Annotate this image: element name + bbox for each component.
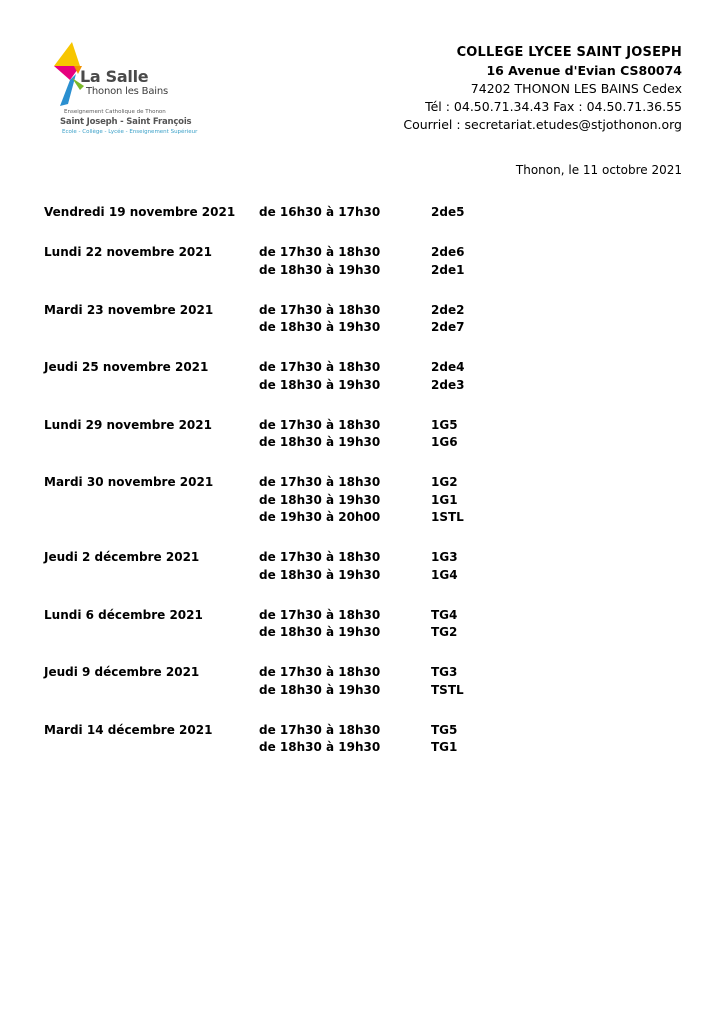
schedule-time: de 16h30 à 17h30 bbox=[259, 205, 381, 219]
schedule-class: TG4 bbox=[431, 607, 458, 622]
schedule-time: de 17h30 à 18h30 bbox=[259, 475, 381, 489]
schedule-day-group bbox=[44, 360, 684, 395]
schedule-time: de 17h30 à 18h30 bbox=[259, 245, 381, 259]
schedule-class: 1G3 bbox=[431, 550, 458, 564]
schedule-class: TG1 bbox=[431, 740, 458, 754]
schedule-time: de 18h30 à 19h30 bbox=[259, 492, 381, 507]
schedule-day: Mardi 30 novembre 2021 bbox=[44, 475, 214, 489]
schedule-row bbox=[44, 303, 684, 321]
schedule-time: de 18h30 à 19h30 bbox=[259, 567, 381, 582]
schedule-class: 1STL bbox=[431, 510, 464, 524]
schedule-row bbox=[44, 568, 684, 586]
schedule-row bbox=[44, 360, 684, 378]
school-city: 74202 THONON LES BAINS Cedex bbox=[470, 81, 682, 96]
schedule-row bbox=[44, 740, 684, 758]
schedule-day: Mardi 23 novembre 2021 bbox=[44, 302, 214, 317]
logo-subtitle: Thonon les Bains bbox=[86, 86, 168, 97]
schedule-day-group bbox=[44, 608, 684, 643]
schedule-class: 2de3 bbox=[431, 377, 465, 392]
schedule-day-group bbox=[44, 418, 684, 453]
schedule-time: de 17h30 à 18h30 bbox=[259, 360, 381, 374]
schedule-day: Vendredi 19 novembre 2021 bbox=[44, 205, 236, 219]
star-top-arm bbox=[54, 42, 80, 66]
schedule-class: 2de1 bbox=[431, 262, 465, 277]
schedule-spacer bbox=[44, 223, 684, 246]
schedule-class: 1G2 bbox=[431, 475, 458, 489]
schedule-row bbox=[44, 205, 684, 223]
schedule-row bbox=[44, 378, 684, 396]
schedule-day: Lundi 29 novembre 2021 bbox=[44, 417, 212, 432]
logo-schools: Saint Joseph - Saint François bbox=[60, 117, 192, 127]
schedule-time: de 19h30 à 20h00 bbox=[259, 510, 381, 524]
schedule-spacer bbox=[44, 585, 684, 608]
schedule-spacer bbox=[44, 643, 684, 666]
schedule-list bbox=[44, 205, 684, 758]
schedule-day-group bbox=[44, 475, 684, 528]
schedule-time: de 17h30 à 18h30 bbox=[259, 607, 381, 622]
schedule-time: de 18h30 à 19h30 bbox=[259, 377, 381, 392]
schedule-class: 2de2 bbox=[431, 302, 465, 317]
schedule-day-group bbox=[44, 550, 684, 585]
schedule-day: Jeudi 25 novembre 2021 bbox=[44, 360, 209, 374]
schedule-class: TSTL bbox=[431, 682, 464, 697]
schedule-row bbox=[44, 320, 684, 338]
schedule-row bbox=[44, 665, 684, 683]
letter-date: Thonon, le 11 octobre 2021 bbox=[515, 163, 682, 177]
schedule-row bbox=[44, 245, 684, 263]
school-address bbox=[403, 44, 682, 134]
schedule-class: 1G1 bbox=[431, 492, 458, 507]
schedule-class: 1G5 bbox=[431, 417, 458, 432]
schedule-day: Jeudi 2 décembre 2021 bbox=[44, 550, 200, 564]
schedule-time: de 18h30 à 19h30 bbox=[259, 740, 381, 754]
schedule-time: de 17h30 à 18h30 bbox=[259, 722, 381, 737]
logo-brand: La Salle bbox=[80, 67, 149, 86]
schedule-class: 2de4 bbox=[431, 360, 465, 374]
logo-levels: Ecole - Collège - Lycée - Enseignement Supérieur bbox=[62, 129, 198, 135]
schedule-class: 2de7 bbox=[431, 320, 465, 334]
schedule-row bbox=[44, 723, 684, 741]
schedule-day: Lundi 22 novembre 2021 bbox=[44, 245, 212, 259]
schedule-row bbox=[44, 625, 684, 643]
la-salle-logo bbox=[50, 40, 198, 145]
schedule-time: de 18h30 à 19h30 bbox=[259, 682, 381, 697]
schedule-day: Lundi 6 décembre 2021 bbox=[44, 607, 203, 622]
school-phone: Tél : 04.50.71.34.43 Fax : 04.50.71.36.55 bbox=[425, 99, 682, 114]
schedule-time: de 18h30 à 19h30 bbox=[259, 320, 381, 334]
schedule-time: de 18h30 à 19h30 bbox=[259, 625, 381, 639]
schedule-time: de 17h30 à 18h30 bbox=[259, 550, 381, 564]
schedule-class: TG3 bbox=[431, 665, 458, 679]
schedule-day: Mardi 14 décembre 2021 bbox=[44, 722, 213, 737]
schedule-class: 1G4 bbox=[431, 567, 458, 582]
schedule-row bbox=[44, 493, 684, 511]
schedule-spacer bbox=[44, 453, 684, 476]
schedule-class: 2de5 bbox=[431, 205, 465, 219]
schedule-time: de 17h30 à 18h30 bbox=[259, 417, 381, 432]
schedule-day-group bbox=[44, 245, 684, 280]
schedule-row bbox=[44, 550, 684, 568]
schedule-time: de 18h30 à 19h30 bbox=[259, 435, 381, 449]
schedule-row bbox=[44, 608, 684, 626]
schedule-day: Jeudi 9 décembre 2021 bbox=[44, 665, 200, 679]
schedule-class: TG2 bbox=[431, 625, 458, 639]
school-name: COLLEGE LYCEE SAINT JOSEPH bbox=[456, 45, 682, 60]
schedule-spacer bbox=[44, 528, 684, 551]
schedule-row bbox=[44, 683, 684, 701]
schedule-class: 1G6 bbox=[431, 435, 458, 449]
schedule-row bbox=[44, 510, 684, 528]
schedule-class: TG5 bbox=[431, 722, 458, 737]
schedule-spacer bbox=[44, 338, 684, 361]
schedule-time: de 17h30 à 18h30 bbox=[259, 302, 381, 317]
schedule-row bbox=[44, 475, 684, 493]
schedule-day-group bbox=[44, 723, 684, 758]
schedule-time: de 17h30 à 18h30 bbox=[259, 665, 381, 679]
star-bottom-left-arm bbox=[60, 74, 76, 106]
schedule-row bbox=[44, 435, 684, 453]
schedule-day-group bbox=[44, 205, 684, 223]
schedule-spacer bbox=[44, 700, 684, 723]
schedule-time: de 18h30 à 19h30 bbox=[259, 262, 381, 277]
schedule-day-group bbox=[44, 665, 684, 700]
logo-tagline: Enseignement Catholique de Thonon bbox=[64, 109, 166, 115]
schedule-spacer bbox=[44, 280, 684, 303]
school-street: 16 Avenue d'Evian CS80074 bbox=[486, 63, 682, 78]
schedule-class: 2de6 bbox=[431, 245, 465, 259]
schedule-row bbox=[44, 418, 684, 436]
schedule-day-group bbox=[44, 303, 684, 338]
schedule-spacer bbox=[44, 395, 684, 418]
school-email: Courriel : secretariat.etudes@stjothonon.org bbox=[403, 117, 682, 132]
schedule-row bbox=[44, 263, 684, 281]
